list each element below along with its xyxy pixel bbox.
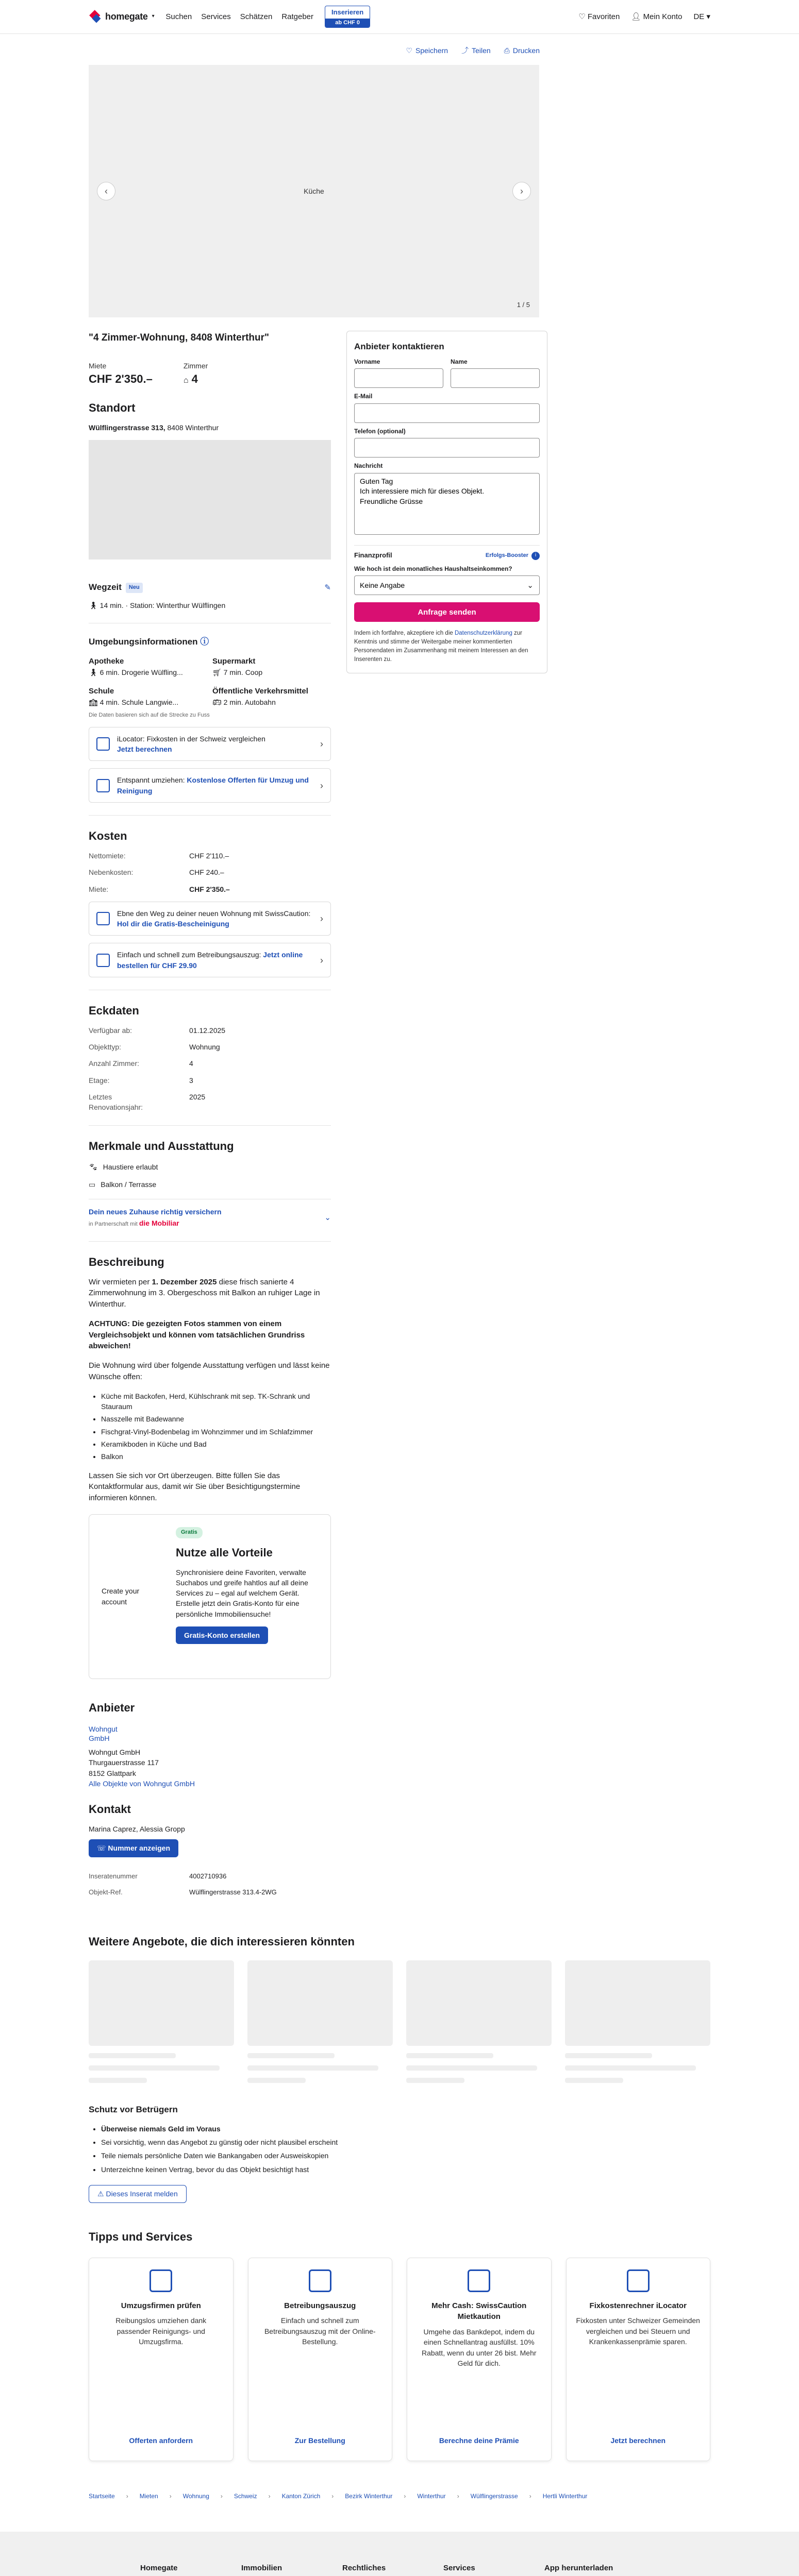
provider-logo: Wohngut GmbH — [89, 1724, 118, 1742]
printer-icon: ⎙ — [504, 46, 510, 55]
surrounding-item: Schule 🏫︎ 4 min. Schule Langwie... — [89, 686, 179, 706]
list-item: • Sei vorsichtig, wenn das Angebot zu günstig oder nicht plausibel erscheint — [101, 2137, 710, 2147]
contact-form — [346, 331, 547, 673]
footer-col-homegate: Homegate — [140, 2564, 178, 2573]
chevron-right-icon: › — [520, 186, 523, 197]
offers-heading: Weitere Angebote, die dich interessieren könnten — [89, 1935, 355, 1948]
cost-value: CHF 2'110.– — [189, 851, 229, 860]
tip-link[interactable]: Zur Bestellung — [294, 2436, 345, 2445]
ilocator-card[interactable] — [89, 727, 331, 761]
description-p1: Wir vermieten per 1. Dezember 2025 diese frisch sanierte 4 Zimmerwohnung im 3. Obergeschoss mit Balkon an ruhiger Lage in Winterthur. — [89, 1277, 320, 1309]
gallery-next-button[interactable] — [512, 182, 531, 200]
info-icon[interactable]: ⓘ — [200, 637, 209, 647]
detail-value: 01.12.2025 — [189, 1026, 226, 1035]
costs-table — [89, 851, 331, 894]
surrounding-item: Apotheke 🚶︎ 6 min. Drogerie Wülfling... — [89, 656, 183, 676]
message-label: Nachricht — [354, 462, 383, 470]
ref-key: Objekt-Ref. — [89, 1888, 123, 1896]
chevron-right-icon: › — [320, 913, 323, 924]
offer-card[interactable] — [565, 1960, 710, 2083]
paw-icon: 🐾︎ — [89, 1162, 98, 1171]
route-station: Station: Winterthur Wülflingen — [130, 601, 226, 609]
rent-label: Miete — [89, 361, 107, 370]
cost-key: Nettomiete: — [89, 851, 126, 860]
description-heading: Beschreibung — [89, 1255, 164, 1268]
nav-schaetzen[interactable]: Schätzen — [240, 12, 273, 21]
insert-price: ab CHF 0 — [325, 19, 370, 27]
edit-icon[interactable]: ✎ — [324, 583, 331, 592]
show-number-button[interactable]: ☏ Nummer anzeigen — [89, 1839, 178, 1857]
booster-label: Erfolgs-Booster — [485, 552, 528, 558]
detail-value: 2025 — [189, 1093, 206, 1101]
list-item: • Teile niemals persönliche Daten wie Bankangaben oder Ausweiskopien — [101, 2150, 710, 2161]
route-heading: Wegzeit — [89, 582, 122, 592]
finance-label: Finanzprofil — [354, 551, 392, 560]
privacy-notice: Indem ich fortfahre, akzeptiere ich die Datenschutzerklärung zur Kenntnis und stimme der Weitergabe meiner kommentierten Personendaten im Zusammenhang mit meinem Interessen an den Inserenten zu. — [354, 630, 528, 663]
address — [89, 422, 331, 433]
footer — [0, 2532, 799, 2576]
card-link[interactable]: Jetzt online bestellen für CHF 29.90 — [117, 951, 303, 970]
breadcrumb-item[interactable]: Kanton Zürich — [281, 2492, 321, 2500]
image-gallery[interactable] — [89, 65, 539, 317]
form-heading: Anbieter kontaktieren — [354, 342, 444, 352]
offer-card[interactable] — [247, 1960, 393, 2083]
card-text: iLocator: Fixkosten in der Schweiz vergleichen — [117, 734, 265, 743]
card-link[interactable]: Jetzt berechnen — [117, 745, 172, 754]
favorites-link[interactable] — [578, 11, 620, 23]
card-text: Ebne den Weg zu deiner neuen Wohnung mit SwissCaution: — [117, 909, 311, 918]
main-nav — [165, 11, 313, 23]
description-warning: ACHTUNG: Die gezeigten Fotos stammen von einem Vergleichsobjekt und können vom tatsächlichen Grundriss abweichen! — [89, 1319, 305, 1351]
list-item: • Balkon — [101, 1451, 331, 1462]
chevron-right-icon: › — [320, 780, 323, 791]
tip-link[interactable]: Jetzt berechnen — [610, 2436, 666, 2445]
last-name-label: Name — [451, 358, 468, 365]
id-card-icon — [309, 2269, 331, 2292]
detail-key: Verfügbar ab: — [89, 1026, 132, 1035]
moving-card[interactable] — [89, 768, 331, 803]
chevron-down-icon: ▾ — [152, 13, 155, 20]
document-icon — [96, 912, 110, 925]
privacy-link[interactable]: Datenschutzerklärung — [454, 630, 512, 637]
warning-icon: ⚠ — [97, 2189, 104, 2198]
brand-name: homegate — [105, 11, 148, 22]
tips-heading: Tipps und Services — [89, 2230, 193, 2243]
footer-col-immobilien: Immobilien — [241, 2564, 282, 2573]
footer-col-app: App herunterladen — [544, 2564, 613, 2573]
insurance-link[interactable]: Dein neues Zuhause richtig versichern — [89, 1208, 222, 1216]
tip-card-ilocator: Fixkostenrechner iLocator Fixkosten unter Schweizer Gemeinden vergleichen und bei Steuern und Krankenkassenprämie sparen. Jetzt berechnen — [566, 2258, 711, 2461]
cart-icon: 🛒︎ — [212, 668, 222, 676]
promo-left-text: Create your account — [102, 1587, 140, 1606]
bus-icon: 🚌︎ — [212, 698, 222, 706]
route-info: 🚶︎ 14 min. · Station: Winterthur Wülflingen — [89, 601, 226, 609]
detail-key: Etage: — [89, 1076, 110, 1084]
share-button[interactable] — [461, 45, 491, 56]
top-header — [0, 0, 799, 34]
contact-person: Marina Caprez, Alessia Gropp — [89, 1825, 185, 1834]
offer-card[interactable] — [89, 1960, 234, 2083]
gallery-counter: 1 / 5 — [517, 301, 530, 309]
gallery-prev-button[interactable] — [97, 182, 115, 200]
door-icon: ⌂ — [183, 376, 189, 385]
create-account-button[interactable]: Gratis-Konto erstellen — [176, 1626, 268, 1644]
tip-card-moving: Umzugsfirmen prüfen Reibungslos umziehen dank passender Reinigungs- und Umzugsfirma. Offerten anfordern — [89, 2258, 234, 2461]
list-item: • Überweise niemals Geld im Voraus — [101, 2124, 710, 2134]
heart-icon: ♡ — [578, 12, 586, 21]
location-heading: Standort — [89, 401, 136, 415]
location-map[interactable] — [89, 440, 331, 560]
insurance-row[interactable] — [89, 1199, 331, 1229]
footer-col-services: Services — [443, 2564, 475, 2573]
calculator-icon — [96, 737, 110, 751]
cost-value: CHF 240.– — [189, 868, 224, 877]
details-table — [89, 1025, 331, 1113]
income-label: Wie hoch ist dein monatliches Haushaltseinkommen? — [354, 565, 512, 573]
print-label: Drucken — [512, 46, 540, 55]
new-tag: Neu — [126, 583, 143, 593]
detail-key: Letztes Renovationsjahr: — [89, 1093, 143, 1112]
message-input[interactable] — [354, 473, 540, 535]
card-link[interactable]: Kostenlose Offerten für Umzug und Reinigung — [117, 776, 309, 795]
breadcrumb-item[interactable]: Startseite — [89, 2492, 115, 2500]
gallery-caption: Küche — [304, 187, 324, 196]
nav-suchen[interactable]: Suchen — [165, 12, 192, 21]
first-name-label: Vorname — [354, 358, 380, 365]
account-promo — [89, 1514, 331, 1679]
send-request-button[interactable]: Anfrage senden — [354, 602, 540, 622]
save-label: Speichern — [415, 46, 448, 55]
address-street: Wülflingerstrasse 313, — [89, 423, 165, 432]
phone-icon: ☏ — [97, 1844, 106, 1853]
list-item: • Unterzeichne keinen Vertrag, bevor du das Objekt besichtigt hast — [101, 2164, 710, 2175]
listing-title: "4 Zimmer-Wohnung, 8408 Winterthur" — [89, 332, 270, 344]
offer-card[interactable] — [406, 1960, 552, 2083]
favorites-label: Favoriten — [587, 12, 620, 21]
more-offers — [89, 1934, 710, 2461]
description-p3: Die Wohnung wird über folgende Ausstattung verfügen und lässt keine Wünsche offen: — [89, 1361, 330, 1381]
chevron-right-icon: › — [320, 739, 323, 750]
tip-link[interactable]: Berechne deine Prämie — [439, 2436, 519, 2445]
contact-heading: Kontakt — [89, 1803, 131, 1816]
breadcrumb-item[interactable]: Wülflingerstrasse — [470, 2492, 518, 2500]
costs-heading: Kosten — [89, 829, 127, 843]
chevron-down-icon[interactable]: ⌄ — [324, 1213, 331, 1222]
first-name-input[interactable] — [354, 368, 443, 388]
language-select[interactable]: DE ▾ — [693, 12, 710, 21]
breadcrumb: Startseite › Mieten › Wohnung › Schweiz › Kanton Zürich › Bezirk Winterthur › Winterthur › Wülflingerstrasse › Hertli Winterthur — [89, 2492, 799, 2501]
address-city: 8408 Winterthur — [167, 423, 219, 432]
chevron-down-icon: ⌄ — [527, 581, 534, 590]
surrounding-item: Öffentliche Verkehrsmittel 🚌︎ 2 min. Autobahn — [212, 686, 308, 706]
footer-col-rechtliches: Rechtliches — [342, 2564, 386, 2573]
tip-link[interactable]: Offerten anfordern — [129, 2436, 193, 2445]
chevron-left-icon: ‹ — [105, 186, 108, 197]
truck-icon — [96, 779, 110, 792]
breadcrumb-item[interactable]: Bezirk Winterthur — [345, 2492, 393, 2500]
balcony-icon: ▭ — [89, 1180, 96, 1189]
id-card-icon — [96, 954, 110, 967]
card-text: Entspannt umziehen: — [117, 776, 185, 785]
share-icon: ⤴ — [461, 46, 469, 55]
cost-key: Miete: — [89, 885, 109, 893]
email-input[interactable] — [354, 403, 540, 423]
listing-actions — [89, 34, 799, 56]
language-label: DE — [693, 12, 705, 21]
email-label: E-Mail — [354, 393, 373, 400]
detail-key: Anzahl Zimmer: — [89, 1059, 140, 1068]
save-button[interactable] — [406, 45, 448, 56]
cost-value: CHF 2'350.– — [189, 885, 230, 893]
homegate-logo-icon — [89, 11, 101, 23]
feature-item: ▭ Balkon / Terrasse — [89, 1179, 331, 1190]
breadcrumb-item[interactable]: Mieten — [139, 2492, 158, 2500]
nav-services[interactable]: Services — [201, 12, 231, 21]
fraud-protection — [89, 2104, 710, 2203]
surrounding-item: Supermarkt 🛒︎ 7 min. Coop — [212, 656, 263, 676]
feature-item: 🐾︎ Haustiere erlaubt — [89, 1162, 331, 1172]
main-column — [89, 331, 331, 1897]
all-objects-link[interactable]: Alle Objekte von Wohngut GmbH — [89, 1779, 195, 1788]
tip-card-betreibung: Betreibungsauszug Einfach und schnell zum Betreibungsauszug mit der Online-Bestellung. Zur Bestellung — [248, 2258, 393, 2461]
promo-title: Nutze alle Vorteile — [176, 1546, 273, 1559]
breadcrumb-item[interactable]: Winterthur — [417, 2492, 446, 2500]
map-icon — [627, 2269, 650, 2292]
account-link[interactable] — [631, 11, 682, 23]
phone-label: Telefon (optional) — [354, 427, 406, 435]
list-item: • Keramikboden in Küche und Bad — [101, 1439, 331, 1449]
betreibung-card[interactable] — [89, 943, 331, 977]
route-duration: 14 min. — [99, 601, 124, 609]
ref-key: Inseratenummer — [89, 1872, 138, 1880]
school-icon: 🏫︎ — [89, 698, 98, 706]
detail-key: Objekttyp: — [89, 1043, 122, 1052]
income-select-value[interactable] — [354, 575, 540, 595]
equipment-list — [101, 1391, 331, 1462]
card-link[interactable]: Hol dir die Gratis-Bescheinigung — [117, 920, 229, 928]
detail-value: 3 — [189, 1076, 193, 1084]
description-p4: Lassen Sie sich vor Ort überzeugen. Bitte füllen Sie das Kontaktformular aus, damit wir Sie über Besichtigungstermine informieren können. — [89, 1471, 301, 1502]
list-item: • Fischgrat-Vinyl-Bodenbelag im Wohnzimmer und im Schlafzimmer — [101, 1427, 331, 1437]
chevron-right-icon: › — [320, 955, 323, 965]
mobiliar-logo: die Mobiliar — [139, 1218, 179, 1227]
provider-address: Wohngut GmbH Thurgauerstrasse 117 8152 Glattpark Alle Objekte von Wohngut GmbH — [89, 1748, 195, 1788]
report-listing-button[interactable]: ⚠ Dieses Inserat melden — [89, 2185, 187, 2203]
detail-value: Wohnung — [189, 1043, 220, 1052]
swisscaution-card[interactable] — [89, 902, 331, 936]
card-text: Einfach und schnell zum Betreibungsauszug: — [117, 951, 261, 959]
provider-heading: Anbieter — [89, 1701, 135, 1714]
info-icon[interactable]: i — [531, 552, 540, 560]
rooms-value: 4 — [191, 372, 198, 386]
features-heading: Merkmale und Ausstattung — [89, 1139, 234, 1153]
walking-icon: 🚶︎ — [89, 601, 98, 609]
partner-label: in Partnerschaft mit — [89, 1221, 138, 1227]
cost-key: Nebenkosten: — [89, 868, 134, 877]
reference-table — [89, 1872, 331, 1897]
print-button[interactable] — [504, 45, 540, 56]
account-label: Mein Konto — [643, 12, 683, 21]
ref-value: Wülflingerstrasse 313.4-2WG — [189, 1888, 277, 1896]
detail-value: 4 — [189, 1059, 193, 1068]
user-icon: 👤︎ — [631, 12, 641, 21]
nav-ratgeber[interactable]: Ratgeber — [281, 12, 314, 21]
protection-heading: Schutz vor Betrügern — [89, 2104, 178, 2114]
breadcrumb-item[interactable]: Wohnung — [182, 2492, 209, 2500]
share-label: Teilen — [472, 46, 491, 55]
rooms-label: Zimmer — [183, 361, 208, 370]
phone-input[interactable] — [354, 438, 540, 457]
insert-button[interactable] — [325, 6, 370, 28]
tip-card-swisscaution: Mehr Cash: SwissCaution Mietkaution Umgehe das Bankdepot, indem du einen Schnellantrag ausfüllst. 10% Rabatt, wenn du unter 26 bist. Mehr Geld für dich. Berechne deine Prämie — [407, 2258, 552, 2461]
heart-icon: ♡ — [406, 46, 413, 55]
homegate-logo[interactable] — [89, 10, 154, 23]
details-heading: Eckdaten — [89, 1004, 139, 1017]
surroundings-source: Die Daten basieren sich auf die Strecke zu Fuss — [89, 711, 210, 718]
rent-value: CHF 2'350.– — [89, 372, 153, 386]
breadcrumb-item[interactable]: Hertli Winterthur — [542, 2492, 588, 2500]
insert-label: Inserieren — [331, 8, 364, 16]
list-item: • Küche mit Backofen, Herd, Kühlschrank mit sep. TK-Schrank und Stauraum — [101, 1391, 331, 1412]
ref-value: 4002710936 — [189, 1872, 227, 1880]
truck-icon — [149, 2269, 172, 2292]
last-name-input[interactable] — [451, 368, 540, 388]
walking-icon: 🚶︎ — [89, 668, 98, 676]
promo-text: Synchronisiere deine Favoriten, verwalte Suchabos und greife hahtlos auf all deine Services zu – egal auf welchem Gerät. Erstelle jetzt dein Gratis-Konto für eine persönliche Immobiliensuche! — [176, 1568, 308, 1618]
surroundings-grid — [89, 656, 331, 707]
list-item: • Nasszelle mit Badewanne — [101, 1414, 331, 1424]
route-header — [89, 581, 331, 594]
breadcrumb-item[interactable]: Schweiz — [234, 2492, 257, 2500]
surroundings-heading: Umgebungsinformationen ⓘ — [89, 637, 209, 647]
sidebar — [346, 331, 547, 1897]
income-select[interactable] — [354, 575, 540, 595]
free-badge: Gratis — [176, 1527, 203, 1538]
shield-icon — [468, 2269, 490, 2292]
